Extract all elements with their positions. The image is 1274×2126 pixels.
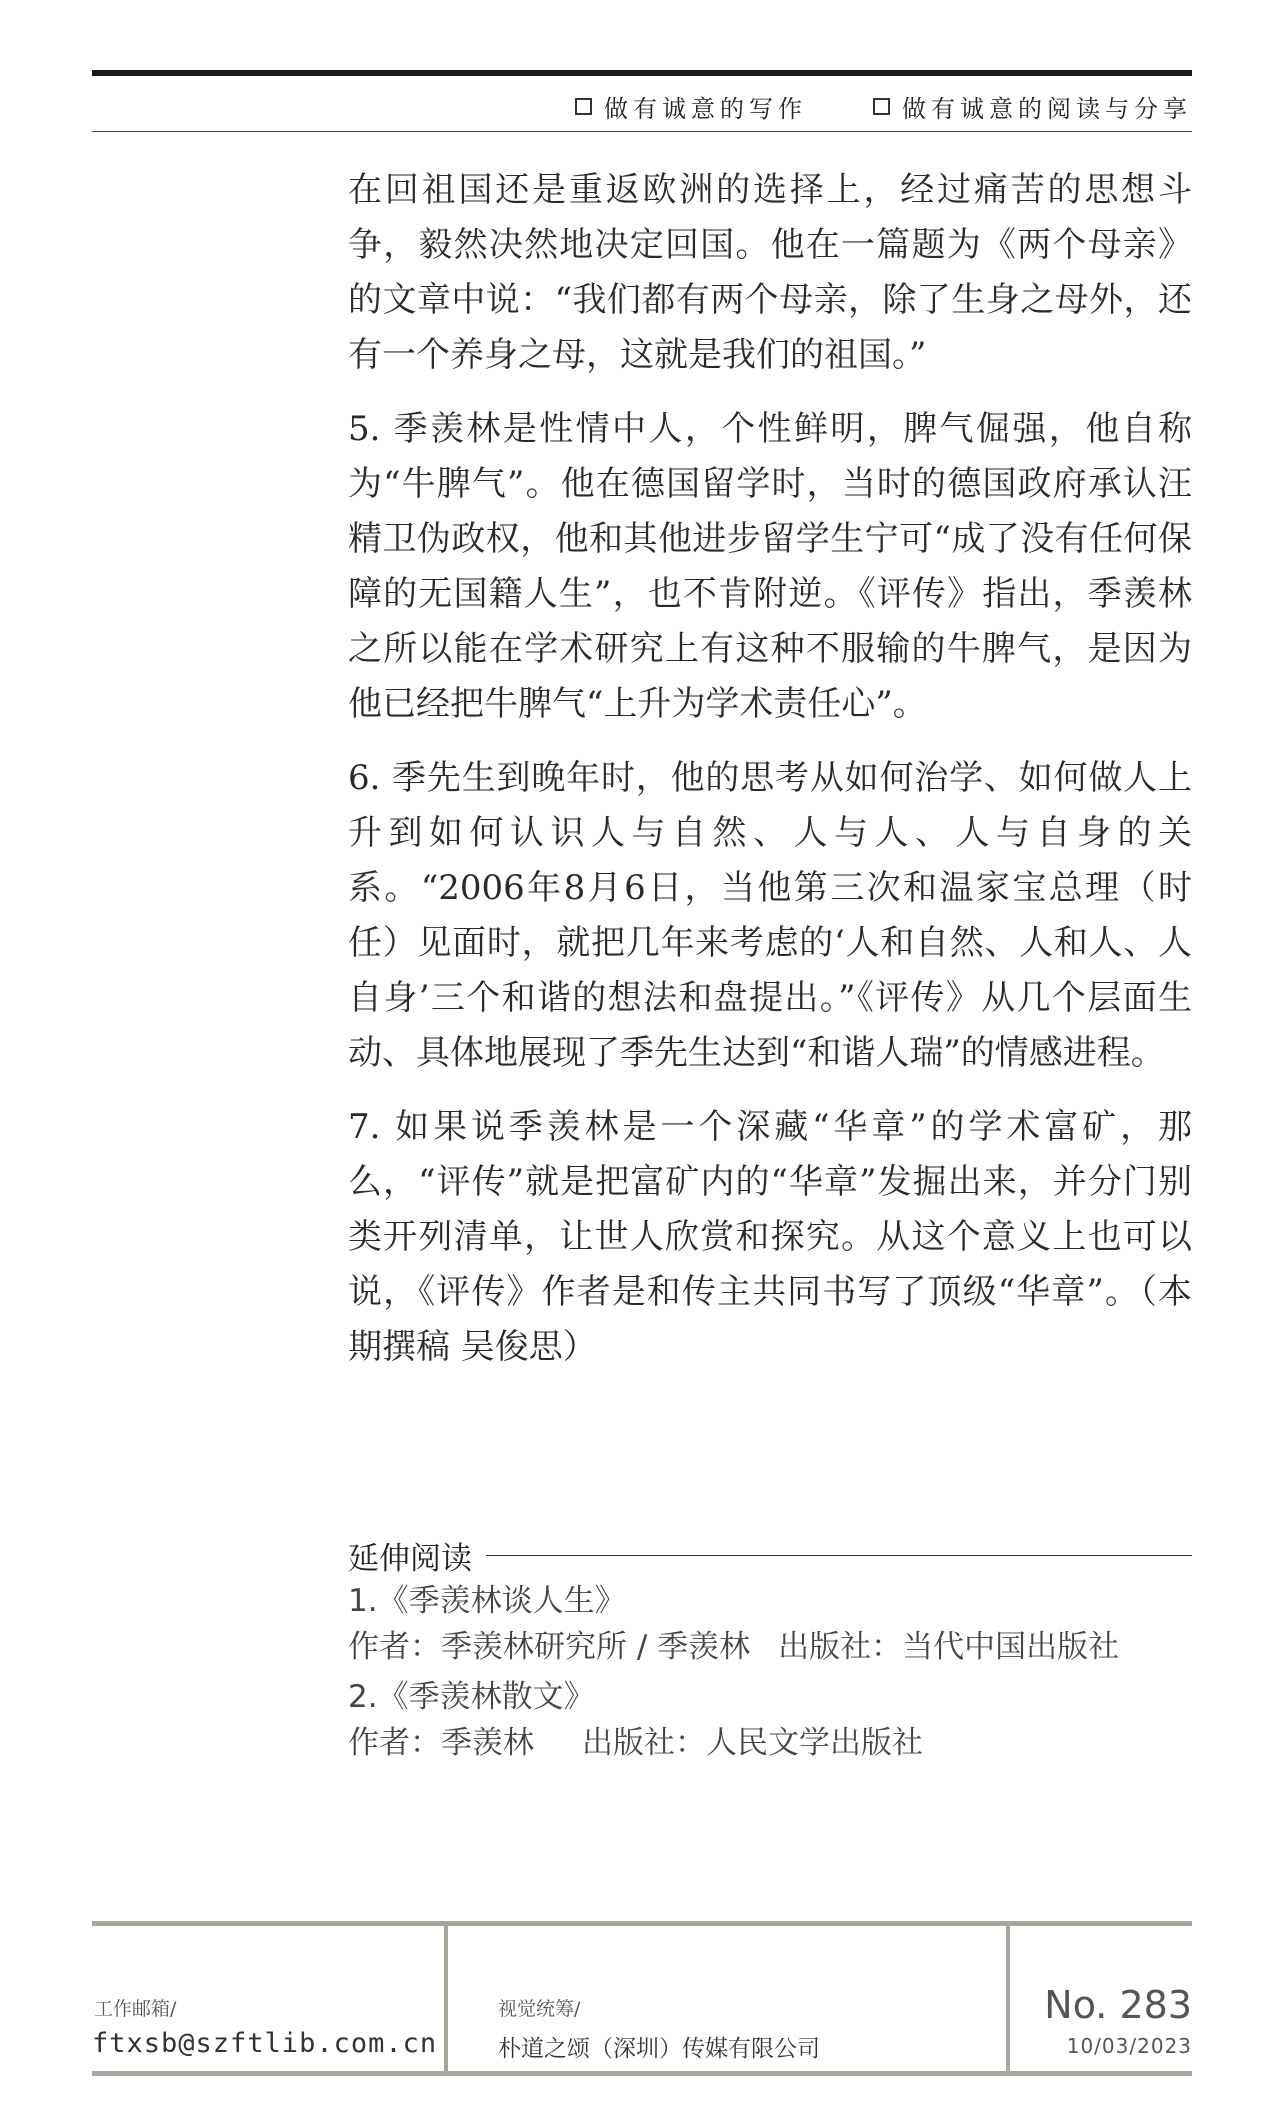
book-title: 1.《季羡林谈人生》	[348, 1583, 626, 1619]
book-meta	[348, 1720, 1192, 1766]
paragraph: 7. 如果说季羡林是一个深藏“华章”的学术富矿，那么，“评传”就是把富矿内的“华章”发掘出来，并分门别类开列清单，让世人欣赏和探究。从这个意义上也可以说，《评传》作者是和传主共同书写了顶级“华章”。（本期撰稿 吴俊思）	[348, 1107, 1192, 1367]
footer-top-rule	[92, 1921, 1192, 1926]
further-reading	[348, 1532, 1192, 1766]
checkbox-square-icon	[575, 98, 592, 115]
top-rule	[92, 70, 1192, 76]
book-meta	[348, 1624, 1192, 1670]
header-item-label: 做有诚意的写作	[604, 94, 807, 123]
book-author: 作者：季羡林	[348, 1725, 534, 1761]
footer-divider	[444, 1926, 448, 2071]
book-publisher: 出版社：人民文学出版社	[582, 1725, 923, 1761]
paragraph: 6. 季先生到晚年时，他的思考从如何治学、如何做人上升到如何认识人与自然、人与人、人与自身的关系。“2006年8月6日，当他第三次和温家宝总理（时任）见面时，就把几年来考虑的‘人和自然、人和人、人自身’三个和谐的想法和盘提出。”《评传》从几个层面生动、具体地展现了季先生达到“和谐人瑞”的情感进程。	[348, 758, 1192, 1073]
issue-date: 10/03/2023	[1066, 2034, 1192, 2058]
book-title: 2.《季羡林散文》	[348, 1679, 595, 1715]
design-company: 朴道之颂（深圳）传媒有限公司	[498, 2036, 820, 2062]
article-body	[348, 163, 1192, 1394]
checkbox-square-icon	[873, 98, 890, 115]
header-item-label: 做有诚意的阅读与分享	[902, 94, 1192, 123]
further-reading-title: 延伸阅读	[348, 1540, 472, 1577]
header-item-writing	[575, 89, 807, 124]
title-divider	[486, 1555, 1192, 1556]
email-label: 工作邮箱/	[94, 1998, 177, 2020]
paragraph: 在回祖国还是重返欧洲的选择上，经过痛苦的思想斗争，毅然决然地决定回国。他在一篇题为《两个母亲》的文章中说：“我们都有两个母亲，除了生身之母外，还有一个养身之母，这就是我们的祖国。”	[348, 170, 1192, 375]
further-reading-title-row	[348, 1532, 1192, 1578]
book-entry	[348, 1674, 1192, 1766]
email-address[interactable]: ftxsb@szftlib.com.cn	[92, 2028, 438, 2059]
running-header	[92, 84, 1192, 128]
header-item-reading	[873, 89, 1192, 124]
footer-bottom-rule	[92, 2071, 1192, 2076]
design-label: 视觉统筹/	[498, 1998, 581, 2020]
book-entry	[348, 1578, 1192, 1670]
footer-divider	[1006, 1926, 1010, 2071]
paragraph: 5. 季羡林是性情中人，个性鲜明，脾气倔强，他自称为“牛脾气”。他在德国留学时，当时的德国政府承认汪精卫伪政权，他和其他进步留学生宁可“成了没有任何保障的无国籍人生”，也不肯附逆。《评传》指出，季羡林之所以能在学术研究上有这种不服输的牛脾气，是因为他已经把牛脾气“上升为学术责任心”。	[348, 409, 1192, 724]
book-author: 作者：季羡林研究所 / 季羡林	[348, 1629, 751, 1665]
header-rule	[92, 131, 1192, 132]
issue-number: No. 283	[1044, 1983, 1192, 2027]
book-publisher: 出版社：当代中国出版社	[778, 1629, 1120, 1665]
